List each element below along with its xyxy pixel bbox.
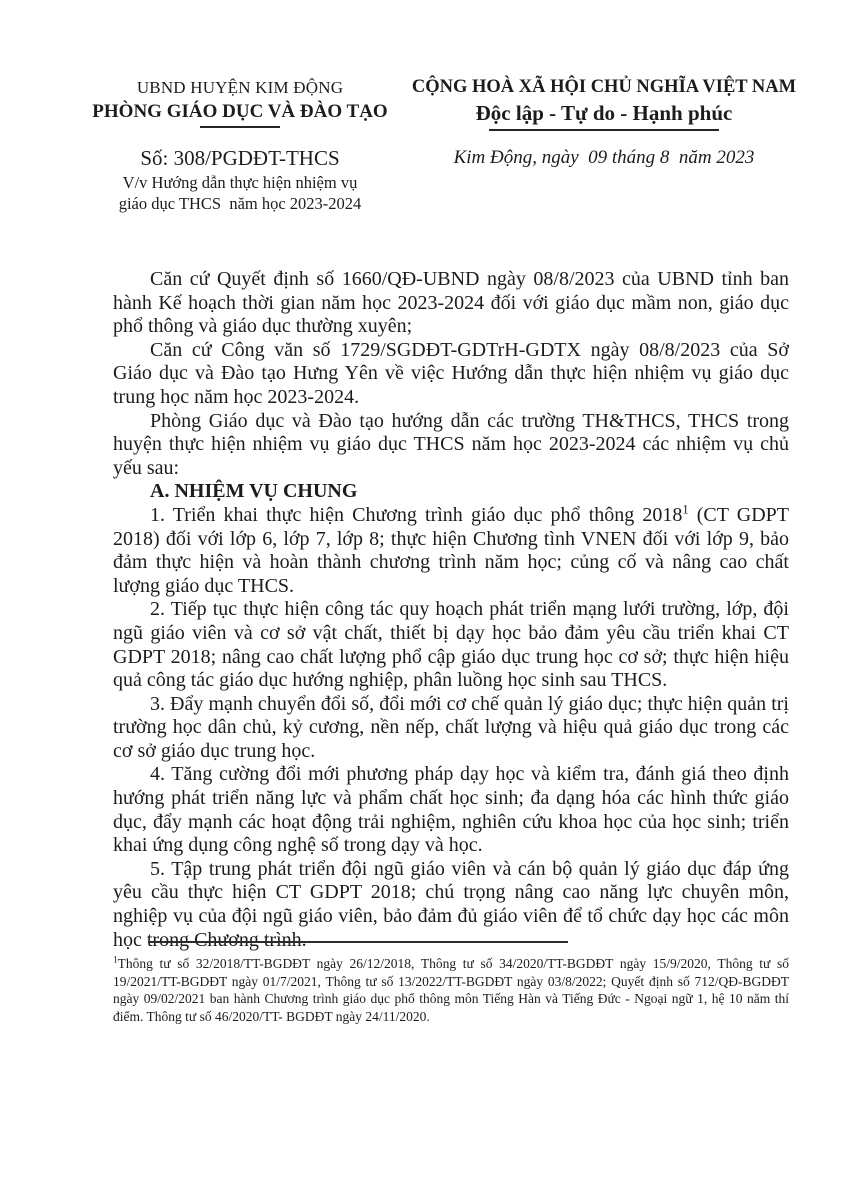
list-item-4: 4. Tăng cường đổi mới phương pháp dạy học và kiểm tra, đánh giá theo định hướng phát triển năng lực và phẩm chất học sinh; đa dạng hóa các hình thức giáo dục, đẩy mạnh các hoạt động trải nghiệm, nghiên cứu khoa học của học sinh; triển khai ứng dụng công nghệ số trong dạy và học. — [113, 763, 789, 857]
document-subject-line1: V/v Hướng dẫn thực hiện nhiệm vụ — [122, 173, 358, 192]
national-header-block — [398, 76, 810, 170]
national-motto: Độc lập - Tự do - Hạnh phúc — [475, 101, 733, 125]
paragraph-intro: Phòng Giáo dục và Đào tạo hướng dẫn các trường TH&THCS, THCS trong huyện thực hiện nhiệm vụ giáo dục THCS năm học 2023-2024 các nhiệm vụ chủ yếu sau: — [113, 409, 789, 479]
agency-name: PHÒNG GIÁO DỤC VÀ ĐÀO TẠO — [92, 101, 388, 122]
paragraph-legal-basis-1: Căn cứ Quyết định số 1660/QĐ-UBND ngày 08/8/2023 của UBND tỉnh ban hành Kế hoạch thời gian năm học 2023-2024 đối với giáo dục mầm non, giáo dục phổ thông và giáo dục thường xuyên; — [113, 268, 789, 338]
issuing-agency-block — [85, 76, 395, 214]
list-item-1 — [113, 504, 789, 598]
footnote-text — [113, 955, 789, 1025]
agency-underline — [200, 126, 280, 128]
section-heading-a: A. NHIỆM VỤ CHUNG — [150, 480, 358, 503]
list-item-1-text-continued: (CT GDPT 2018) đối với lớp 6, lớp 7, lớp 8; thực hiện Chương tình VNEN đối với lớp 9, bảo đảm thực hiện và hoàn thành chương trình năm học; củng cố và nâng cao chất lượng giáo dục THCS. — [113, 503, 789, 597]
footnote-body: Thông tư số 32/2018/TT-BGDĐT ngày 26/12/2018, Thông tư số 34/2020/TT-BGDĐT ngày 15/9/2020, Thông tư số 19/2021/TT-BGDĐT ngày 01/7/2021, Thông tư số 13/2022/TT-BGDĐT ngày 03/8/2022; Quyết định số 712/QĐ-BGDĐT ngày 09/02/2021 ban hành Chương trình giáo dục phổ thông môn Tiếng Hàn và Tiếng Đức - Ngoại ngữ 1, hệ 10 năm thí điểm. Thông tư số 46/2020/TT- BGDĐT ngày 24/11/2020. — [113, 956, 789, 1024]
footnote-separator-rule — [148, 941, 568, 943]
document-number: Số: 308/PGDĐT-THCS — [140, 146, 340, 170]
parent-agency-name: UBND HUYỆN KIM ĐỘNG — [136, 78, 344, 97]
motto-underline — [489, 129, 719, 131]
document-subject-line2: giáo dục THCS năm học 2023-2024 — [118, 194, 362, 213]
list-item-2: 2. Tiếp tục thực hiện công tác quy hoạch phát triển mạng lưới trường, lớp, đội ngũ giáo viên và cơ sở vật chất, thiết bị dạy học bảo đảm yêu cầu triển khai CT GDPT 2018; nâng cao chất lượng phổ cập giáo dục trung học cơ sở; thực hiện hiệu quả công tác giáo dục hướng nghiệp, phân luồng học sinh sau THCS. — [113, 598, 789, 692]
list-item-5: 5. Tập trung phát triển đội ngũ giáo viên và cán bộ quản lý giáo dục đáp ứng yêu cầu thực hiện CT GDPT 2018; chú trọng nâng cao năng lực chuyên môn, nghiệp vụ của đội ngũ giáo viên, bảo đảm đủ giáo viên để tổ chức dạy học các môn học trong Chương trình. — [113, 857, 789, 951]
place-dateline: Kim Động, ngày 09 tháng 8 năm 2023 — [453, 147, 755, 168]
document-body — [113, 268, 789, 952]
paragraph-legal-basis-2: Căn cứ Công văn số 1729/SGDĐT-GDTrH-GDTX ngày 08/8/2023 của Sở Giáo dục và Đào tạo Hưng Yên về việc Hướng dẫn thực hiện nhiệm vụ giáo dục trung học năm học 2023-2024. — [113, 338, 789, 408]
footnote-reference-1: 1 — [682, 502, 689, 517]
national-title: CỘNG HOÀ XÃ HỘI CHỦ NGHĨA VIỆT NAM — [411, 77, 797, 97]
footnote-marker: 1 — [113, 954, 118, 965]
list-item-1-text: 1. Triển khai thực hiện Chương trình giáo dục phổ thông 2018 — [150, 503, 683, 526]
list-item-3: 3. Đẩy mạnh chuyển đổi số, đổi mới cơ chế quản lý giáo dục; thực hiện quản trị trường học dân chủ, kỷ cương, nền nếp, chất lượng và hiệu quả giáo dục trong các cơ sở giáo dục trung học. — [113, 692, 789, 762]
footnote-section — [113, 941, 789, 1025]
